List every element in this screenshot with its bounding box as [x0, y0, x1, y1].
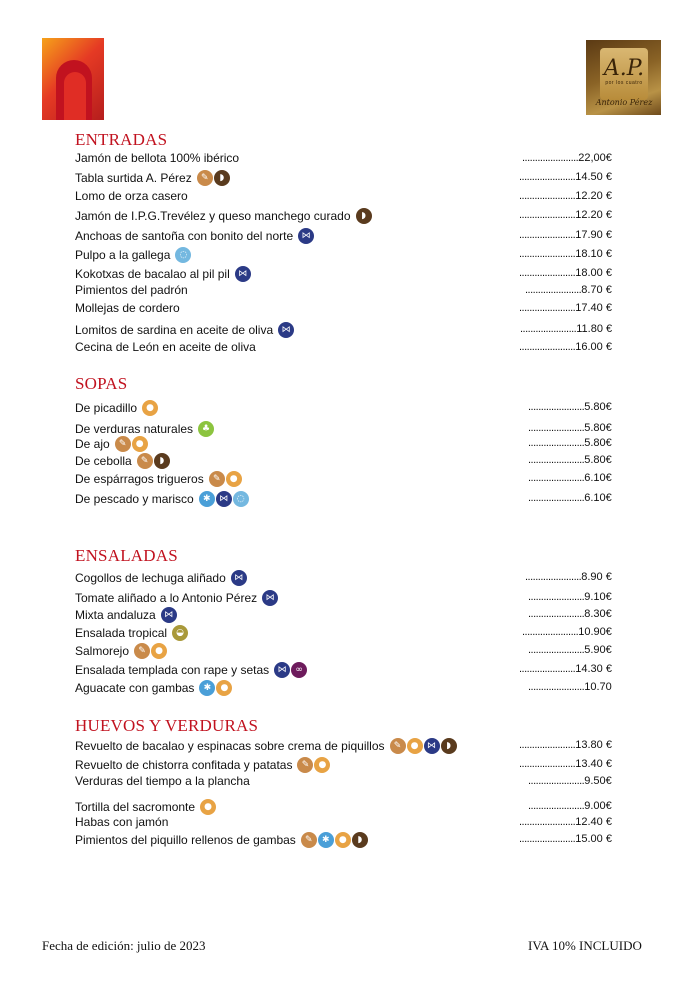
menu-item-name: Tomate aliñado a lo Antonio Pérez [75, 591, 258, 605]
menu-item [75, 757, 330, 773]
milk-allergen-icon: ◗ [441, 738, 457, 754]
price-leader-dots: ...................... [525, 284, 582, 296]
price-leader-dots: ...................... [528, 437, 585, 449]
menu-item-price [519, 209, 612, 221]
menu-item [75, 643, 167, 659]
menu-item-name: Ensalada tropical [75, 626, 168, 640]
menu-item [75, 436, 148, 452]
menu-item-price [528, 437, 612, 449]
menu-item-name: Anchoas de santoña con bonito del norte [75, 229, 294, 243]
fish-allergen-icon: ⋈ [161, 607, 177, 623]
price-leader-dots: ...................... [519, 739, 576, 751]
menu-item [75, 228, 314, 244]
price-value: 12.20 € [575, 209, 612, 221]
menu-item [75, 151, 243, 165]
menu-item-name: De espárragos trigueros [75, 472, 204, 486]
menu-item-price [528, 454, 612, 466]
price-leader-dots: ...................... [519, 171, 576, 183]
menu-item [75, 208, 372, 224]
price-value: 6.10€ [584, 472, 612, 484]
menu-item-name: Ensalada templada con rape y setas [75, 663, 270, 677]
price-leader-dots: ...................... [519, 248, 576, 260]
menu-item-price [528, 472, 612, 484]
menu-item-name: Salmorejo [75, 644, 130, 658]
sulph-allergen-icon: ∞ [291, 662, 307, 678]
fish-allergen-icon: ⋈ [424, 738, 440, 754]
egg-allergen-icon: ● [335, 832, 351, 848]
menu-item [75, 421, 214, 437]
price-value: 13.80 € [575, 739, 612, 751]
menu-item-price [519, 248, 612, 260]
menu-item-name: De cebolla [75, 454, 132, 468]
price-value: 15.00 € [575, 833, 612, 845]
menu-item-price [520, 323, 612, 335]
price-leader-dots: ...................... [528, 472, 585, 484]
menu-item-name: Pimientos del piquillo rellenos de gambas [75, 833, 296, 847]
menu-item [75, 301, 184, 315]
milk-allergen-icon: ◗ [154, 453, 170, 469]
fish-allergen-icon: ⋈ [278, 322, 294, 338]
menu-item-name: Tabla surtida A. Pérez [75, 171, 192, 185]
menu-item [75, 625, 188, 641]
price-value: 6.10€ [584, 492, 612, 504]
price-value: 13.40 € [575, 758, 612, 770]
menu-item-price [519, 229, 612, 241]
egg-allergen-icon: ● [132, 436, 148, 452]
price-value: 14.30 € [575, 663, 612, 675]
egg-allergen-icon: ● [407, 738, 423, 754]
price-value: 17.90 € [575, 229, 612, 241]
logo-tagline: por los cuatro [605, 80, 643, 86]
price-value: 9.10€ [584, 591, 612, 603]
menu-item [75, 815, 172, 829]
gluten-allergen-icon: ✎ [209, 471, 225, 487]
menu-item-price [519, 302, 612, 314]
menu-item-name: Verduras del tiempo a la plancha [75, 774, 250, 788]
price-leader-dots: ...................... [519, 816, 576, 828]
menu-item-name: De pescado y marisco [75, 492, 194, 506]
section-title: SOPAS [75, 374, 128, 393]
price-value: 14.50 € [575, 171, 612, 183]
egg-allergen-icon: ● [314, 757, 330, 773]
celery-allergen-icon: ♣ [198, 421, 214, 437]
menu-item-name: Pulpo a la gallega [75, 248, 171, 262]
menu-item-price [519, 833, 612, 845]
price-leader-dots: ...................... [519, 229, 576, 241]
price-value: 18.10 € [575, 248, 612, 260]
menu-item [75, 266, 251, 282]
menu-item-name: Tortilla del sacromonte [75, 800, 196, 814]
price-leader-dots: ...................... [519, 341, 576, 353]
menu-item-name: Mollejas de cordero [75, 301, 180, 315]
menu-item [75, 607, 177, 623]
mustard-allergen-icon: ◒ [172, 625, 188, 641]
tax-note: IVA 10% INCLUIDO [528, 938, 642, 953]
menu-item [75, 590, 278, 606]
menu-item [75, 189, 192, 203]
gluten-allergen-icon: ✎ [134, 643, 150, 659]
price-leader-dots: ...................... [519, 758, 576, 770]
antonio-perez-logo [586, 40, 661, 115]
crust-allergen-icon: ✱ [318, 832, 334, 848]
price-value: 16.00 € [575, 341, 612, 353]
menu-item [75, 247, 191, 263]
menu-item-price [519, 758, 612, 770]
menu-item [75, 774, 254, 788]
menu-item-name: Cogollos de lechuga aliñado [75, 571, 226, 585]
price-leader-dots: ...................... [519, 833, 576, 845]
price-leader-dots: ...................... [525, 571, 582, 583]
price-leader-dots: ...................... [528, 644, 585, 656]
price-value: 9.00€ [584, 800, 612, 812]
price-value: 8.90 € [581, 571, 612, 583]
logo-monogram: A.P. [603, 56, 645, 81]
fish-allergen-icon: ⋈ [216, 491, 232, 507]
section-title: HUEVOS Y VERDURAS [75, 716, 259, 735]
egg-allergen-icon: ● [142, 400, 158, 416]
fish-allergen-icon: ⋈ [262, 590, 278, 606]
section-title: ENTRADAS [75, 130, 168, 149]
menu-item-price [519, 267, 612, 279]
menu-item-name: Pimientos del padrón [75, 283, 188, 297]
menu-item [75, 471, 242, 487]
menu-item-price [525, 284, 612, 296]
crust-allergen-icon: ✱ [199, 491, 215, 507]
fish-allergen-icon: ⋈ [274, 662, 290, 678]
menu-item-price [528, 800, 612, 812]
milk-allergen-icon: ◗ [214, 170, 230, 186]
price-leader-dots: ...................... [519, 302, 576, 314]
price-leader-dots: ...................... [519, 663, 576, 675]
menu-item-price [522, 626, 612, 638]
gluten-allergen-icon: ✎ [115, 436, 131, 452]
menu-item-price [528, 401, 612, 413]
milk-allergen-icon: ◗ [356, 208, 372, 224]
menu-item [75, 322, 294, 338]
menu-item-name: De ajo [75, 437, 110, 451]
price-value: 5.80€ [584, 454, 612, 466]
price-leader-dots: ...................... [528, 775, 585, 787]
menu-item [75, 283, 192, 297]
gluten-allergen-icon: ✎ [301, 832, 317, 848]
logo-signature: Antonio Pérez [595, 98, 653, 107]
price-leader-dots: ...................... [519, 190, 576, 202]
edition-date: Fecha de edición: julio de 2023 [42, 938, 206, 953]
menu-item-name: Revuelto de bacalao y espinacas sobre crema de piquillos [75, 739, 385, 753]
menu-item [75, 570, 247, 586]
price-value: 17.40 € [575, 302, 612, 314]
price-value: 10.90€ [578, 626, 612, 638]
price-leader-dots: ...................... [520, 323, 577, 335]
gluten-allergen-icon: ✎ [390, 738, 406, 754]
menu-item-name: Lomitos de sardina en aceite de oliva [75, 323, 274, 337]
fish-allergen-icon: ⋈ [231, 570, 247, 586]
restaurant-logo-left [42, 38, 104, 120]
menu-item-name: Jamón de bellota 100% ibérico [75, 151, 240, 165]
menu-item-name: Revuelto de chistorra confitada y patatas [75, 758, 293, 772]
menu-item-price [519, 341, 612, 353]
price-value: 22,00€ [578, 152, 612, 164]
menu-item [75, 491, 249, 507]
price-value: 12.20 € [575, 190, 612, 202]
menu-item-name: De picadillo [75, 401, 138, 415]
price-value: 5.80€ [584, 422, 612, 434]
egg-allergen-icon: ● [200, 799, 216, 815]
menu-item-price [528, 608, 612, 620]
price-leader-dots: ...................... [528, 401, 585, 413]
price-value: 8.70 € [581, 284, 612, 296]
milk-allergen-icon: ◗ [352, 832, 368, 848]
menu-item [75, 738, 457, 754]
fish-allergen-icon: ⋈ [235, 266, 251, 282]
menu-item-price [519, 816, 612, 828]
menu-item-name: Kokotxas de bacalao al pil pil [75, 267, 230, 281]
menu-item [75, 400, 158, 416]
price-value: 5.80€ [584, 401, 612, 413]
menu-item-name: Lomo de orza casero [75, 189, 188, 203]
price-value: 8.30€ [584, 608, 612, 620]
menu-item-name: De verduras naturales [75, 422, 194, 436]
price-value: 5.80€ [584, 437, 612, 449]
menu-item-price [519, 739, 612, 751]
price-leader-dots: ...................... [528, 608, 585, 620]
mollusc-allergen-icon: ◌ [233, 491, 249, 507]
price-leader-dots: ...................... [528, 591, 585, 603]
menu-item-name: Habas con jamón [75, 815, 169, 829]
arch-inner-shape [64, 72, 86, 120]
menu-item-price [528, 492, 612, 504]
menu-item [75, 832, 368, 848]
menu-item [75, 453, 170, 469]
price-value: 12.40 € [575, 816, 612, 828]
menu-item-price [519, 190, 612, 202]
menu-item [75, 340, 260, 354]
menu-item [75, 170, 230, 186]
section-title: ENSALADAS [75, 546, 178, 565]
price-value: 18.00 € [575, 267, 612, 279]
price-value: 10.70 [584, 681, 612, 693]
price-leader-dots: ...................... [528, 681, 585, 693]
menu-item-name: Cecina de León en aceite de oliva [75, 340, 256, 354]
price-value: 5.90€ [584, 644, 612, 656]
menu-item-price [519, 663, 612, 675]
price-leader-dots: ...................... [528, 800, 585, 812]
menu-item-price [528, 681, 612, 693]
menu-item-price [528, 644, 612, 656]
price-leader-dots: ...................... [528, 492, 585, 504]
egg-allergen-icon: ● [226, 471, 242, 487]
price-leader-dots: ...................... [522, 152, 579, 164]
gluten-allergen-icon: ✎ [197, 170, 213, 186]
menu-item-price [528, 422, 612, 434]
price-leader-dots: ...................... [522, 626, 579, 638]
fish-allergen-icon: ⋈ [298, 228, 314, 244]
menu-item-name: Jamón de I.P.G.Trevélez y queso manchego curado [75, 209, 351, 223]
menu-item [75, 799, 216, 815]
menu-item-price [519, 171, 612, 183]
price-leader-dots: ...................... [519, 209, 576, 221]
price-leader-dots: ...................... [528, 422, 585, 434]
egg-allergen-icon: ● [151, 643, 167, 659]
menu-item [75, 662, 307, 678]
price-value: 9.50€ [584, 775, 612, 787]
menu-item [75, 680, 232, 696]
menu-item-name: Mixta andaluza [75, 608, 156, 622]
gluten-allergen-icon: ✎ [137, 453, 153, 469]
menu-item-price [525, 571, 612, 583]
menu-item-price [528, 775, 612, 787]
price-leader-dots: ...................... [519, 267, 576, 279]
menu-item-price [528, 591, 612, 603]
menu-item-name: Aguacate con gambas [75, 681, 195, 695]
egg-allergen-icon: ● [216, 680, 232, 696]
price-leader-dots: ...................... [528, 454, 585, 466]
crust-allergen-icon: ✱ [199, 680, 215, 696]
menu-item-price [522, 152, 612, 164]
price-value: 11.80 € [576, 323, 613, 335]
mollusc-allergen-icon: ◌ [175, 247, 191, 263]
gluten-allergen-icon: ✎ [297, 757, 313, 773]
